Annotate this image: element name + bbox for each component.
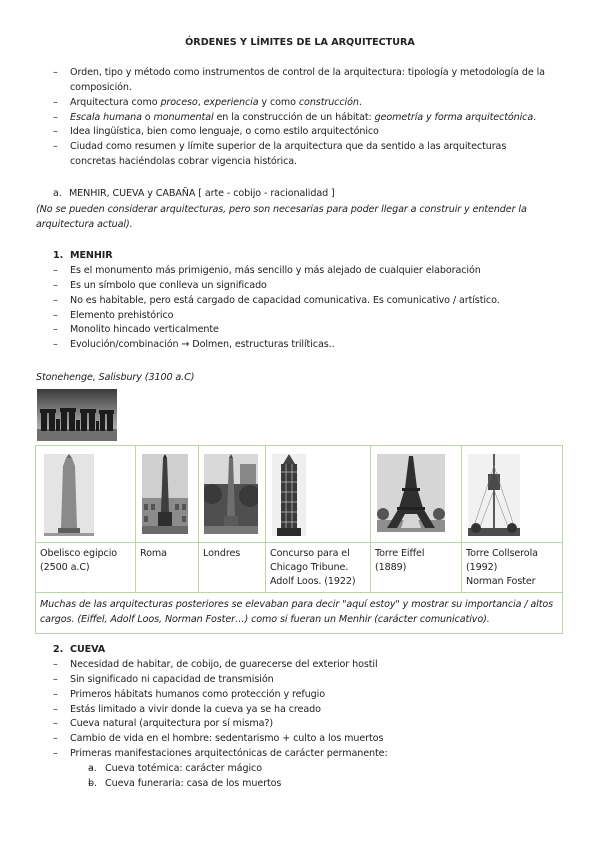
section-a-heading [53, 187, 335, 202]
obelisk-image [44, 454, 94, 536]
list-item: – Es el monumento más primigenio, más sencillo y más alejado de cualquier elaboración [53, 264, 553, 279]
list-item: – Primeros hábitats humanos como protección y refugio [53, 688, 553, 703]
intro-list [53, 66, 553, 170]
section-a-text: MENHIR, CUEVA y CABAÑA [ arte - cobijo - racionalidad ] [69, 188, 335, 199]
list-item: – Primeras manifestaciones arquitectónicas de carácter permanente: – a. Cueva totémica: carácter mágico – b. Cueva funeraria: casa de los muertos [53, 747, 553, 792]
figure-cell [136, 446, 199, 543]
tribune-tower-image [272, 454, 306, 536]
cueva-list [53, 658, 553, 792]
menhir-list [53, 264, 553, 353]
figures-table [35, 445, 563, 634]
figure-caption: Obelisco egipcio (2500 a.C) [36, 543, 136, 593]
list-item: – Es un símbolo que conlleva un significado [53, 279, 553, 294]
figure-caption: Torre Collserola (1992) Norman Foster [462, 543, 563, 593]
cueva-sub-list [70, 762, 553, 792]
obelisk-rome-image [142, 454, 188, 534]
sub-list-item: – a. Cueva totémica: carácter mágico [88, 762, 553, 777]
stonehenge-caption: Stonehenge, Salisbury (3100 a.C) [36, 372, 195, 383]
stonehenge-image [37, 389, 117, 441]
collserola-tower-image [468, 454, 520, 536]
list-item: – Estás limitado a vivir donde la cueva ya se ha creado [53, 703, 553, 718]
list-item: – Cueva natural (arquitectura por sí misma?) [53, 717, 553, 732]
menhir-heading: 1. MENHIR [53, 250, 113, 261]
list-item: – Sin significado ni capacidad de transmisión [53, 673, 553, 688]
figure-caption: Londres [199, 543, 266, 593]
eiffel-tower-image [377, 454, 445, 532]
section-a-label: a. [53, 188, 62, 199]
list-item: – Cambio de vida en el hombre: sedentarismo + culto a los muertos [53, 732, 553, 747]
list-item: – Arquitectura como proceso, experiencia y como construcción. [53, 96, 553, 111]
sub-list-item: – b. Cueva funeraria: casa de los muertos [88, 777, 553, 792]
list-item: – Elemento prehistórico [53, 309, 553, 324]
figure-cell [199, 446, 266, 543]
figures-note: Muchas de las arquitecturas posteriores se elevaban para decir "aquí estoy" y mostrar su importancia / altos cargos. (Eiffel, Adolf Loos, Norman Foster…) como si fueran un Menhir (carácter comunicativo). [36, 593, 563, 634]
list-item: – Orden, tipo y método como instrumentos de control de la arquitectura: tipología y metodología de la composición. [53, 66, 553, 96]
figure-cell [266, 446, 371, 543]
list-item: – Necesidad de habitar, de cobijo, de guarecerse del exterior hostil [53, 658, 553, 673]
list-item: – Monolito hincado verticalmente [53, 323, 553, 338]
cueva-heading: 2. CUEVA [53, 644, 106, 655]
figure-caption: Torre Eiffel (1889) [371, 543, 462, 593]
obelisk-london-image [204, 454, 258, 534]
figure-cell [462, 446, 563, 543]
figure-caption: Roma [136, 543, 199, 593]
figure-cell [36, 446, 136, 543]
figure-caption: Concurso para el Chicago Tribune. Adolf Loos. (1922) [266, 543, 371, 593]
list-item: – Idea lingüística, bien como lenguaje, o como estilo arquitectónico [53, 125, 553, 140]
section-note: (No se pueden considerar arquitecturas, pero son necesarias para poder llegar a construir y entender la arquitectura actual). [36, 204, 527, 230]
list-item: – Ciudad como resumen y límite superior de la arquitectura que da sentido a las arquitecturas concretas haciéndolas cobrar vigencia histórica. [53, 140, 553, 170]
page-title: ÓRDENES Y LÍMITES DE LA ARQUITECTURA [185, 37, 415, 48]
list-item: – No es habitable, pero está cargado de capacidad comunicativa. Es comunicativo / artístico. [53, 294, 553, 309]
list-item: – Evolución/combinación → Dolmen, estructuras trilíticas.. [53, 338, 553, 353]
list-item: – Escala humana o monumental en la construcción de un hábitat: geometría y forma arquitectónica. [53, 111, 553, 126]
figure-cell [371, 446, 462, 543]
